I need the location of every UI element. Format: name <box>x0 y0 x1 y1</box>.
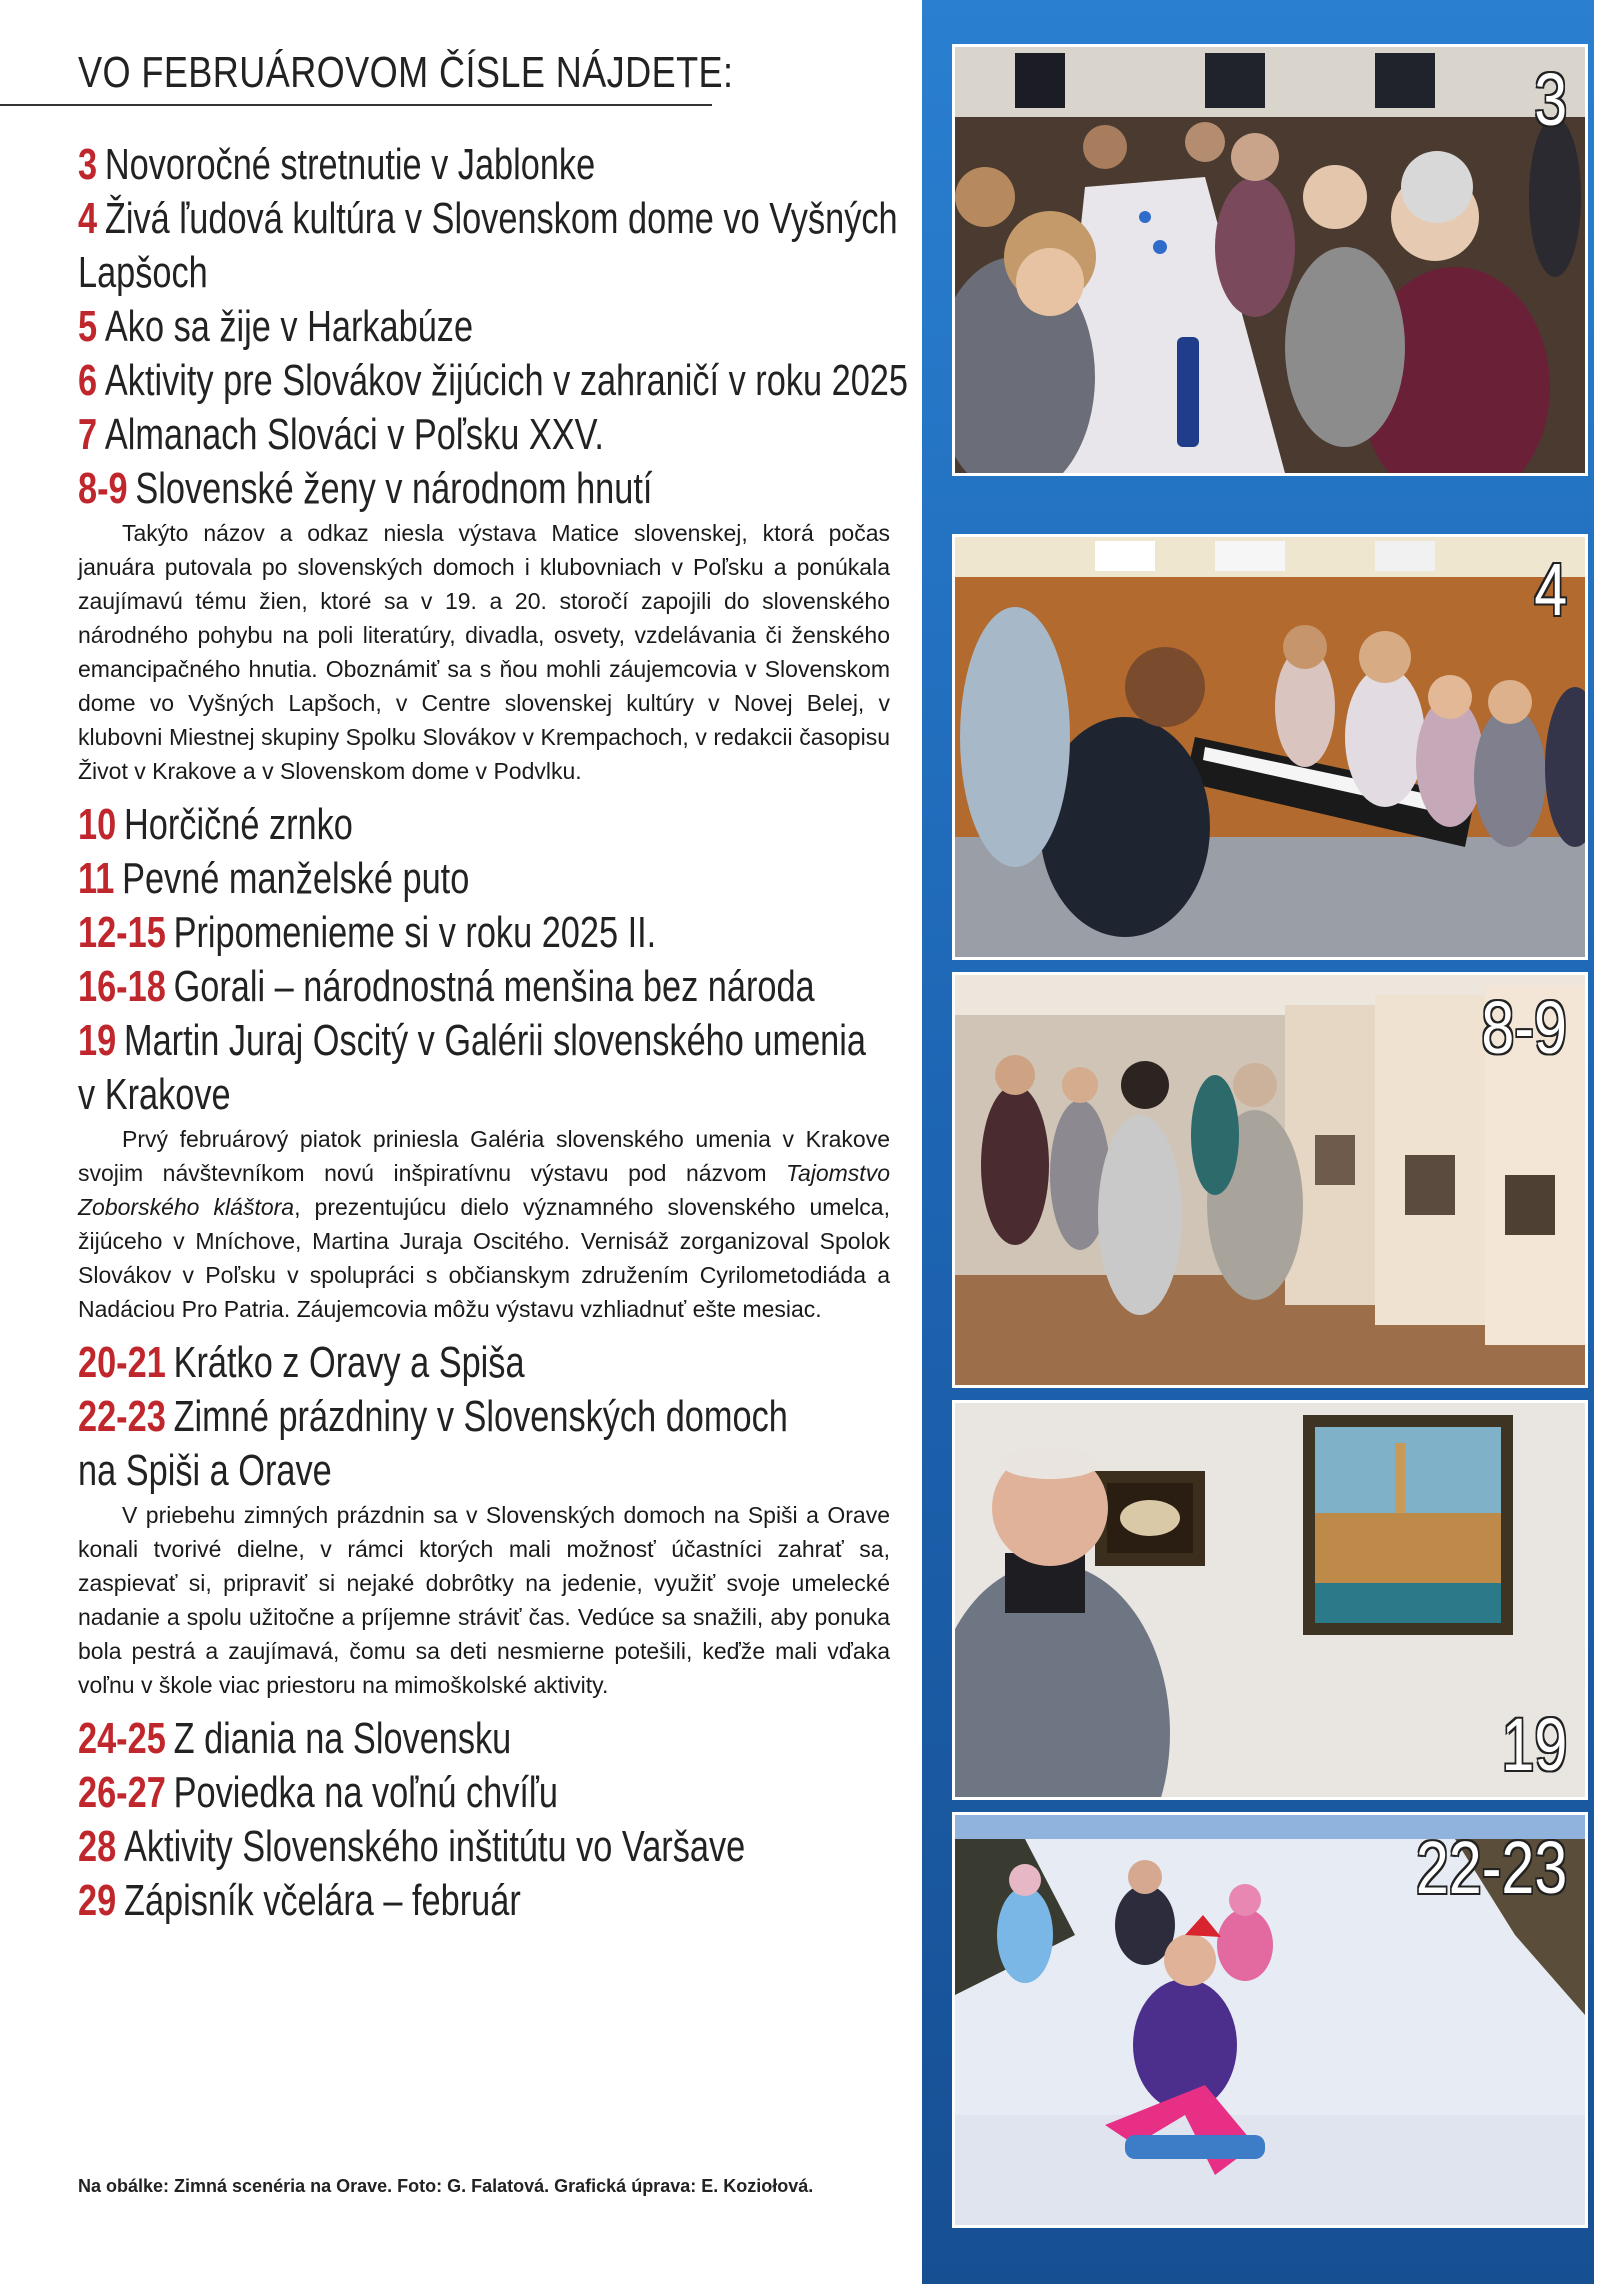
entry-title: Aktivity pre Slovákov žijúcich v zahraničí v roku 2025 <box>104 356 908 405</box>
toc-entry[interactable] <box>78 960 898 1014</box>
entry-title: Z diania na Slovensku <box>173 1714 512 1763</box>
toc-entry[interactable] <box>78 300 898 354</box>
toc-entry[interactable] <box>78 1766 898 1820</box>
entry-description: Prvý februárový piatok priniesla Galéria slovenského umenia v Krakove svojim návštevníkom novú inšpiratívnu výstavu pod názvom Tajomstvo Zoborského kláštora, prezentujúcu dielo významného slovenského umelca, žijúceho v Mníchove, Martina Juraja Oscitého. Vernisáž zorganizoval Spolok Slovákov v Poľsku v spolupráci s občianskym združením Cyrilometodiáda a Nadáciou Pro Patria. Záujemcovia môžu výstavu vzhliadnuť ešte mesiac. <box>78 1126 890 1322</box>
exhibition-title: Tajomstvo Zoborského kláštora <box>78 1160 890 1220</box>
photo-image <box>955 47 1585 473</box>
photo-image <box>955 1403 1585 1797</box>
photo-artist-gallery[interactable] <box>952 1400 1588 1800</box>
entry-title-continued: v Krakove <box>78 1070 231 1119</box>
page-margin <box>1594 0 1615 2284</box>
toc-entry[interactable] <box>78 852 898 906</box>
toc-entry[interactable] <box>78 1874 898 1928</box>
entry-title: Aktivity Slovenského inštitútu vo Varšave <box>123 1822 746 1871</box>
photo-image <box>955 537 1585 957</box>
toc-entry[interactable] <box>78 462 898 788</box>
photo-page-number: 19 <box>1501 1703 1567 1786</box>
page-number: 26-27 <box>78 1768 166 1817</box>
page-number: 19 <box>78 1016 117 1065</box>
photo-panel <box>922 0 1615 2284</box>
page-number: 4 <box>78 194 98 243</box>
toc-entry[interactable] <box>78 192 898 300</box>
page-number: 8-9 <box>78 464 128 513</box>
entry-title: Poviedka na voľnú chvíľu <box>173 1768 559 1817</box>
entry-title: Horčičné zrnko <box>123 800 353 849</box>
toc-entry[interactable] <box>78 1390 898 1702</box>
page-number: 24-25 <box>78 1714 166 1763</box>
page-number: 22-23 <box>78 1392 166 1441</box>
entry-description: Takýto názov a odkaz niesla výstava Matice slovenskej, ktorá počas januára putovala po slovenských domoch i klubovniach v Poľsku a ponúkala zaujímavú tému žien, ktoré sa v 19. a 20. storočí zapojili do slovenského národného pohybu na poli literatúry, divadla, osvety, vzdelávania či ženského emancipačného hnutia. Oboznámiť sa s ňou mohli záujemcovia v Slovenskom dome vo Vyšných Lapšoch, v Centre slovenskej kultúry v Novej Belej, v klubovni Miestnej skupiny Spolku Slovákov v Krempachoch, v redakcii časopisu Život v Krakove a v Slovenskom dome v Podvlku. <box>78 520 890 784</box>
photo-exhibition-women[interactable] <box>952 972 1588 1388</box>
page-number: 28 <box>78 1822 117 1871</box>
page-number: 7 <box>78 410 98 459</box>
entry-title: Almanach Slováci v Poľsku XXV. <box>104 410 604 459</box>
entry-title: Zápisník včelára – február <box>123 1876 521 1925</box>
entry-description: V priebehu zimných prázdnin sa v Slovenských domoch na Spiši a Orave konali tvorivé dielne, v rámci ktorých mali možnosť účastníci zahrať sa, zaspievať si, pripraviť si nejaké dobrôtky na jedenie, využiť svoje umelecké nadanie a spolu užitočne a príjemne stráviť čas. Vedúce sa snažili, aby ponuka bola pestrá a zaujímavá, čomu sa deti nesmierne potešili, keďže mali vďaka voľnu v škole viac priestoru na mimoškolské aktivity. <box>78 1502 890 1698</box>
toc-entry[interactable] <box>78 1014 898 1326</box>
heading-underline <box>0 104 712 106</box>
page-number: 29 <box>78 1876 117 1925</box>
entry-title: Ako sa žije v Harkabúze <box>104 302 474 351</box>
cover-credit: Na obálke: Zimná scenéria na Orave. Foto: G. Falatová. Grafická úprava: E. Koziołová. <box>78 2176 814 2196</box>
photo-page-number: 3 <box>1534 58 1567 141</box>
page-number: 16-18 <box>78 962 166 1011</box>
toc-entry[interactable] <box>78 408 898 462</box>
table-of-contents <box>78 138 908 1928</box>
toc-entry[interactable] <box>78 138 898 192</box>
page-number: 12-15 <box>78 908 166 957</box>
photo-page-number: 8-9 <box>1481 986 1567 1069</box>
photo-page-number: 4 <box>1534 548 1567 631</box>
page-number: 11 <box>78 854 115 903</box>
entry-title: Zimné prázdniny v Slovenských domoch <box>173 1392 788 1441</box>
page-number: 6 <box>78 356 98 405</box>
toc-entry[interactable] <box>78 1820 898 1874</box>
page-number: 20-21 <box>78 1338 166 1387</box>
toc-entry[interactable] <box>78 1712 898 1766</box>
toc-entry[interactable] <box>78 906 898 960</box>
page-number: 5 <box>78 302 98 351</box>
entry-title: Pripomenieme si v roku 2025 II. <box>173 908 657 957</box>
toc-entry[interactable] <box>78 1336 898 1390</box>
page-heading: VO FEBRUÁROVOM ČÍSLE NÁJDETE: <box>78 48 734 97</box>
page-number: 10 <box>78 800 117 849</box>
entry-title: Gorali – národnostná menšina bez národa <box>173 962 815 1011</box>
photo-winter-holidays[interactable] <box>952 1812 1588 2228</box>
photo-folk-culture[interactable] <box>952 534 1588 960</box>
entry-title: Krátko z Oravy a Spiša <box>173 1338 525 1387</box>
entry-title: Novoročné stretnutie v Jablonke <box>104 140 596 189</box>
photo-new-year-meeting[interactable] <box>952 44 1588 476</box>
entry-title-continued: na Spiši a Orave <box>78 1446 332 1495</box>
entry-title: Martin Juraj Oscitý v Galérii slovenského umenia <box>123 1016 866 1065</box>
toc-entry[interactable] <box>78 354 908 408</box>
entry-title: Pevné manželské puto <box>122 854 470 903</box>
entry-title: Slovenské ženy v národnom hnutí <box>135 464 653 513</box>
entry-title: Živá ľudová kultúra v Slovenskom dome vo Vyšných <box>104 194 898 243</box>
page-number: 3 <box>78 140 98 189</box>
photo-page-number: 22-23 <box>1415 1826 1567 1909</box>
toc-entry[interactable] <box>78 798 898 852</box>
entry-title-continued: Lapšoch <box>78 248 208 297</box>
